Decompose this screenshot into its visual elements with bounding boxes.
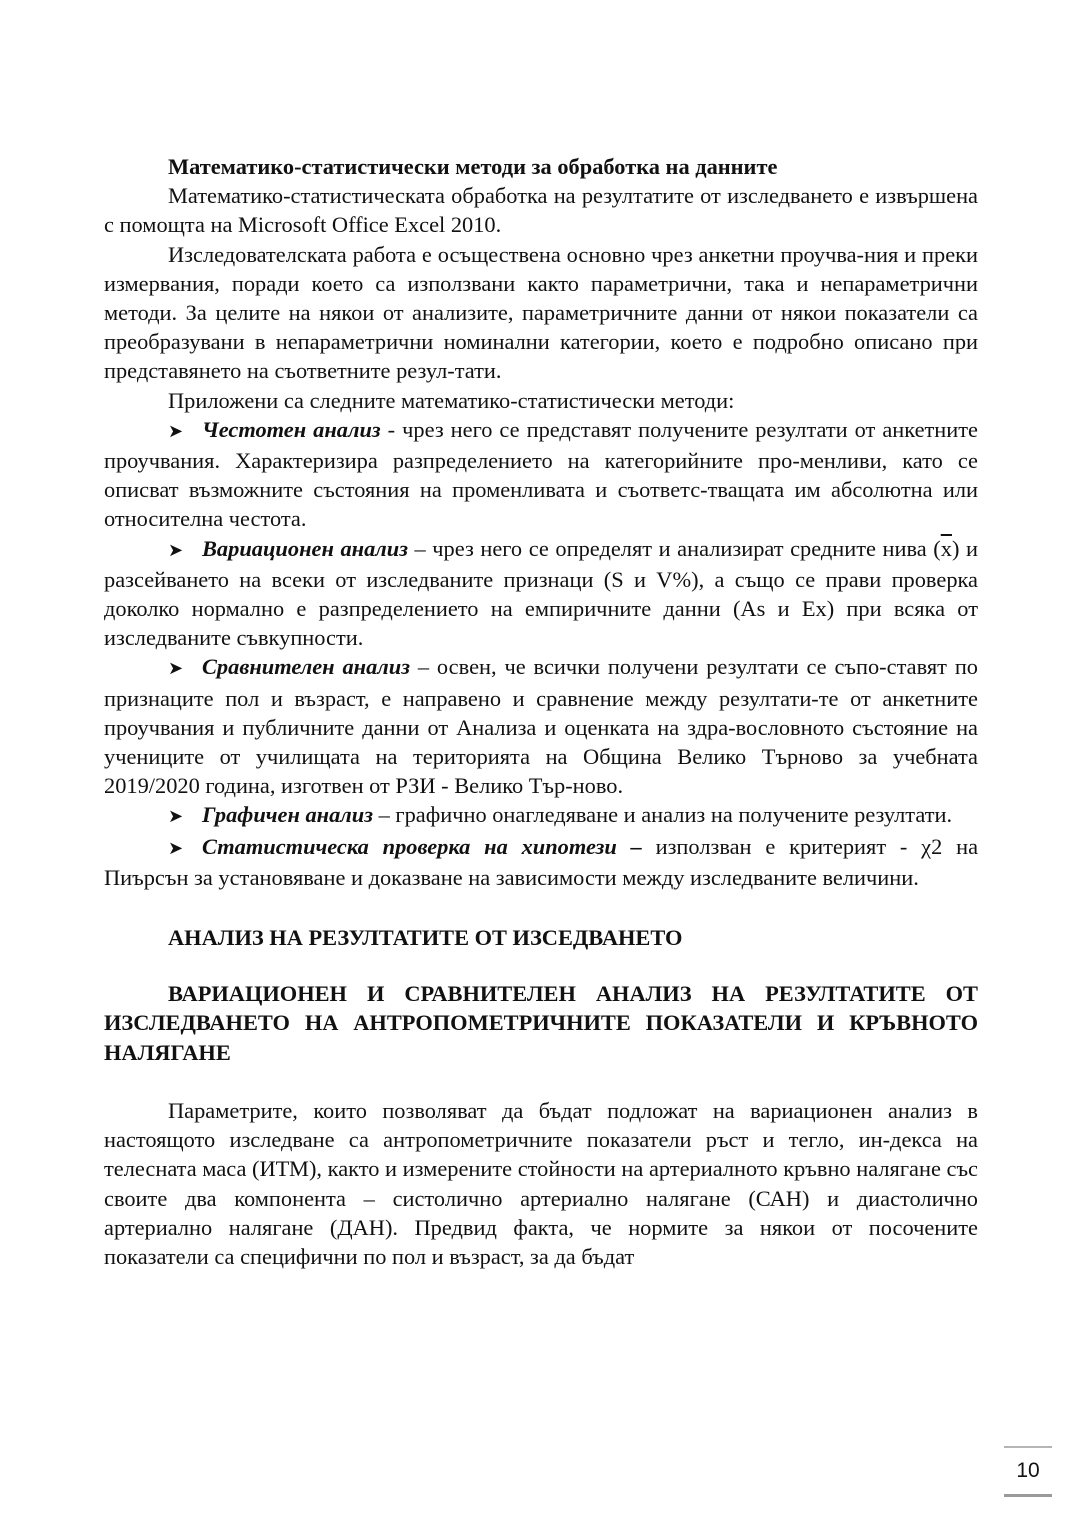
paragraph-excel: Математико-статистическата обработка на резултатите от изследването е извършена с помощта на Microsoft Office Excel 2010. <box>104 183 978 238</box>
bullet-frequency-analysis <box>104 415 978 534</box>
bullet-text: – графично онагледяване и анализ на получените резултати. <box>373 802 953 828</box>
bullet-term: Сравнителен анализ <box>202 654 410 680</box>
bullet-comparative-analysis <box>104 652 978 800</box>
paragraph-research: Изследователската работа е осъществена основно чрез анкетни проучва-ния и преки измервания, поради което са използвани както параметрични, така и непараметрични методи. За целите на някои от анализите, параметричните данни от някои показатели са преобразувани в непараметрични номинални категории, което е подробно описано при представянето на съответните резул-тати. <box>104 241 978 384</box>
bullet-text: – освен, че всички получени резултати се съпо-ставят по признаците пол и възраст, е направено и сравнение между резултати-те от анкетните проучвания и публичните данни от Анализа и оценката на здра-вословното състояние на учениците от училищата на територията на Община Велико Търново за учебната 2019/2020 година, изготвен от РЗИ - Велико Тър-ново. <box>104 654 979 799</box>
variation-comparative-heading: ВАРИАЦИОНЕН И СРАВНИТЕЛЕН АНАЛИЗ НА РЕЗУЛТАТИТЕ ОТ ИЗСЛЕДВАНЕТО НА АНТРОПОМЕТРИЧНИТЕ ПОКАЗАТЕЛИ И КРЪВНОТО НАЛЯГАНЕ <box>104 981 978 1065</box>
bullet-text: ) и разсейването на всеки от изследваните признаци (S и V%), а също се прави проверка доколко нормално е разпределението на емпиричните данни (As и Ex) при всяка от изследваните съвкупности. <box>104 535 978 651</box>
arrowhead-bullet-icon: ➤ <box>168 420 184 442</box>
arrowhead-bullet-icon: ➤ <box>168 806 184 828</box>
arrowhead-bullet-icon: ➤ <box>168 658 184 680</box>
analysis-heading: АНАЛИЗ НА РЕЗУЛТАТИТЕ ОТ ИЗСЕДВАНЕТО <box>168 925 683 951</box>
bullet-term: Честотен анализ <box>202 416 381 442</box>
bullet-variation-analysis <box>104 534 978 653</box>
bullet-term: Вариационен анализ <box>202 535 408 561</box>
arrowhead-bullet-icon: ➤ <box>168 837 184 859</box>
page-number <box>1004 1446 1052 1497</box>
page-number-text: 10 <box>1016 1459 1040 1482</box>
bullet-text: – чрез него се определят и анализират средните нива ( <box>407 535 941 561</box>
bullet-term: Статистическа проверка на хипотези – <box>202 833 642 859</box>
bullet-hypothesis-testing <box>104 832 978 892</box>
arrowhead-bullet-icon: ➤ <box>168 539 184 561</box>
paragraph-parameters: Параметрите, които позволяват да бъдат подложат на вариационен анализ в настоящото изследване са антропометричните показатели ръст и тегло, ин-декса на телесната маса (ИТМ), както и измерените стойности на артериалното кръвно налягане със своите два компонента – систолично артериално налягане (САН) и диастолично артериално налягане (ДАН). Предвид факта, че нормите за някои от посочените показатели са специфични по пол и възраст, за да бъдат <box>104 1097 978 1269</box>
bullet-term: Графичен анализ <box>202 802 373 828</box>
document-page <box>104 152 978 1271</box>
paragraph-methods-intro: Приложени са следните математико-статистически методи: <box>168 387 735 413</box>
bullet-graphical-analysis <box>104 800 978 831</box>
bullet-text: - чрез него се представят получените резултати от анкетните проучвания. Характеризира разпределението на категорийните про-менливи, като се описват възможните състояния на променливата и съответс-тващата им абсолютна или относителна честота. <box>104 416 978 532</box>
mean-symbol: $\overline{x}$ <box>940 535 952 561</box>
bullet-text: използван е критерият - χ2 на Пиърсън за установяване и доказване на зависимости между изследваните величини. <box>104 833 979 890</box>
methods-heading: Математико-статистически методи за обработка на данните <box>168 154 778 179</box>
